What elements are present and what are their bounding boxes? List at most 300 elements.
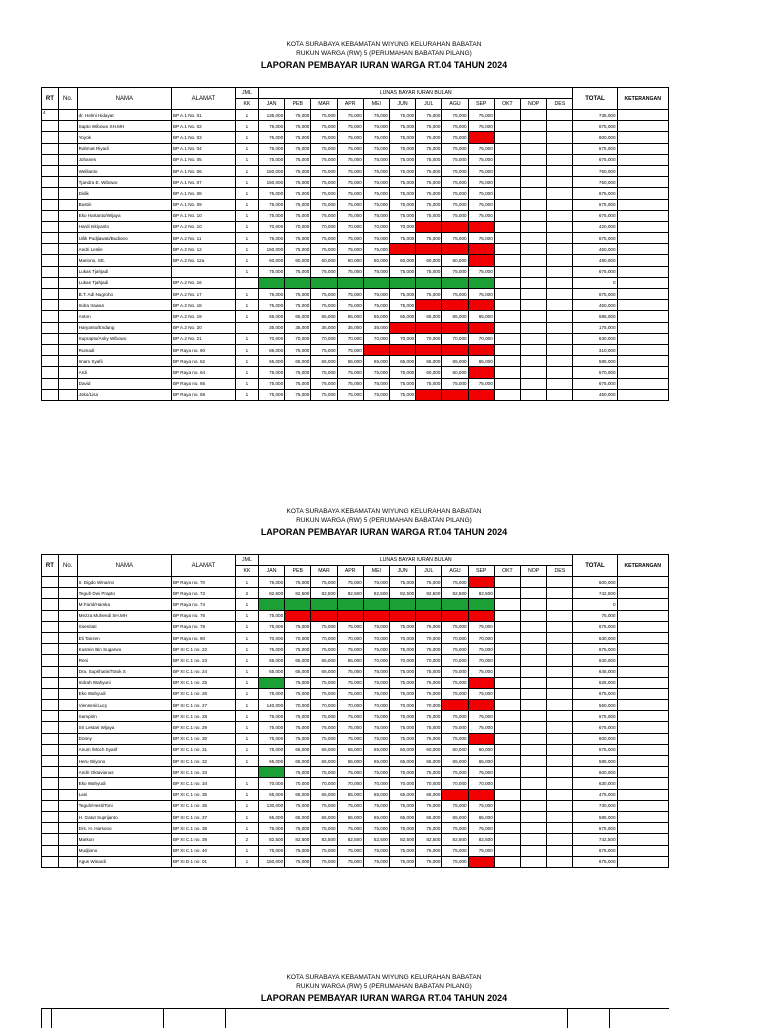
cell-nama: Heru Wiyono [77, 756, 171, 767]
cell-rt [42, 621, 59, 632]
cell-total: 675,000 [573, 143, 617, 154]
cell-kk: 1 [235, 621, 258, 632]
cell-month-amount: 75,000 [311, 210, 337, 221]
cell-month-amount: 75,000 [311, 733, 337, 744]
cell-rt [42, 767, 59, 778]
cell-month-amount: 75,000 [416, 688, 442, 699]
table-row [42, 834, 669, 845]
cell-nama: Lukas Tjahjadi [77, 266, 171, 277]
cell-month-amount: 75,000 [389, 677, 415, 688]
cell-month-amount: 75,000 [389, 733, 415, 744]
cell-month-amount: 75,000 [442, 132, 468, 143]
cell-rt [42, 644, 59, 655]
cell-month-amount [547, 199, 573, 210]
cell-month-amount: 75,000 [389, 132, 415, 143]
cell-month-amount: 75,000 [389, 767, 415, 778]
cell-month-amount [494, 632, 520, 643]
cell-month-amount [521, 823, 547, 834]
cell-no [58, 255, 77, 266]
cell-month-amount: 60,000 [363, 255, 389, 266]
cell-keterangan [617, 165, 669, 176]
cell-no [58, 300, 77, 311]
table-row [42, 823, 669, 834]
cell-alamat: BP A.1 No. 05 [171, 154, 235, 165]
cell-month-amount: 75,000 [337, 677, 363, 688]
cell-month-amount [547, 733, 573, 744]
cell-month-amount: 75,000 [468, 199, 494, 210]
cell-keterangan [617, 277, 669, 288]
cell-month-unpaid [416, 389, 442, 400]
cell-month-amount: 75,000 [416, 378, 442, 389]
cell-month-amount: 75,000 [258, 210, 284, 221]
cell-month-amount [521, 733, 547, 744]
cell-month-amount: 75,000 [285, 110, 311, 121]
cell-month-exempt [311, 599, 337, 610]
cell-month-amount [521, 800, 547, 811]
table-row [42, 177, 669, 188]
cell-keterangan [617, 744, 669, 755]
cell-month-amount: 75,000 [285, 577, 311, 588]
cell-month-amount [494, 210, 520, 221]
cell-month-amount: 70,000 [442, 655, 468, 666]
cell-nama: Andri Leslie [77, 244, 171, 255]
cell-month-amount [547, 823, 573, 834]
cell-month-amount: 75,000 [311, 845, 337, 856]
cell-month-amount: 70,000 [311, 632, 337, 643]
cell-month-unpaid [442, 244, 468, 255]
cell-month-amount: 75,000 [337, 378, 363, 389]
cell-rt [42, 845, 59, 856]
cell-month-amount: 75,000 [311, 677, 337, 688]
cell-month-amount: 75,000 [363, 722, 389, 733]
cell-rt [42, 711, 59, 722]
cell-nama: Mezza Muhendi SH.MH [77, 610, 171, 621]
cell-nama: Eli Tanzen [77, 632, 171, 643]
cell-nama: Indrah Wahyuni [77, 677, 171, 688]
cell-nama: Indra Irawan [77, 300, 171, 311]
cell-month-amount: 75,000 [468, 165, 494, 176]
cell-month-unpaid [468, 610, 494, 621]
cell-month-amount [521, 266, 547, 277]
cell-month-amount: 82,500 [337, 588, 363, 599]
col-header-month: SEP [468, 99, 494, 110]
cell-month-exempt [416, 599, 442, 610]
cell-keterangan [617, 688, 669, 699]
table-row [42, 389, 669, 400]
cell-month-amount: 75,000 [311, 132, 337, 143]
cell-month-amount: 65,000 [311, 311, 337, 322]
cell-month-exempt [389, 277, 415, 288]
cell-month-unpaid [468, 389, 494, 400]
table-row [42, 210, 669, 221]
table-row [42, 378, 669, 389]
cell-month-amount: 65,000 [416, 789, 442, 800]
cell-kk: 1 [235, 845, 258, 856]
cell-month-amount: 75,000 [337, 722, 363, 733]
cell-month-amount: 75,000 [442, 621, 468, 632]
cell-month-amount: 75,000 [258, 711, 284, 722]
cell-month-amount [547, 367, 573, 378]
cell-month-unpaid [311, 610, 337, 621]
cell-month-amount [494, 266, 520, 277]
table-row [42, 811, 669, 822]
cell-alamat: BP XI C.1 no. 40 [171, 845, 235, 856]
cell-rt [42, 688, 59, 699]
cell-total: 675,000 [573, 121, 617, 132]
cell-month-amount [547, 811, 573, 822]
cell-month-amount [521, 677, 547, 688]
cell-keterangan [617, 266, 669, 277]
cell-keterangan [617, 789, 669, 800]
cell-kk: 1 [235, 688, 258, 699]
cell-month-amount: 75,000 [258, 188, 284, 199]
cell-nama: David [77, 378, 171, 389]
cell-month-amount: 82,500 [389, 834, 415, 845]
cell-month-amount [494, 221, 520, 232]
cell-alamat: BP Raya no. 64 [171, 367, 235, 378]
cell-rt [42, 244, 59, 255]
cell-month-amount [521, 789, 547, 800]
cell-month-amount: 75,000 [416, 132, 442, 143]
cell-alamat: BP A.2 No. 12a [171, 255, 235, 266]
cell-month-amount: 75,000 [363, 688, 389, 699]
cell-total: 675,000 [573, 823, 617, 834]
cell-total: 420,000 [573, 221, 617, 232]
cell-month-amount: 75,000 [389, 800, 415, 811]
cell-kk: 1 [235, 367, 258, 378]
cell-month-amount: 65,000 [311, 356, 337, 367]
cell-month-amount [521, 210, 547, 221]
cell-alamat: BP A.1 No. 10 [171, 210, 235, 221]
col-header-month: OKT [494, 99, 520, 110]
cell-nama: Mudjiono [77, 845, 171, 856]
cell-kk: 1 [235, 610, 258, 621]
cell-month-amount [521, 688, 547, 699]
cell-month-amount: 65,000 [285, 655, 311, 666]
cell-month-amount: 65,000 [416, 311, 442, 322]
cell-month-amount [547, 300, 573, 311]
cell-month-amount: 70,000 [285, 333, 311, 344]
col-header-total: TOTAL [573, 88, 617, 110]
cell-month-amount: 75,000 [442, 856, 468, 867]
cell-month-unpaid [442, 610, 468, 621]
cell-month-amount: 75,000 [363, 289, 389, 300]
cell-month-amount: 70,000 [285, 778, 311, 789]
table-body [42, 577, 669, 868]
cell-month-amount: 75,000 [468, 722, 494, 733]
cell-no [58, 356, 77, 367]
cell-month-amount: 75,000 [442, 210, 468, 221]
cell-month-amount [547, 289, 573, 300]
cell-month-exempt [258, 677, 284, 688]
cell-month-amount: 75,000 [468, 210, 494, 221]
cell-month-amount: 75,000 [389, 188, 415, 199]
table-row [42, 789, 669, 800]
cell-month-exempt [258, 599, 284, 610]
cell-month-amount: 70,000 [285, 700, 311, 711]
cell-month-amount: 82,500 [468, 834, 494, 845]
cell-kk: 1 [235, 244, 258, 255]
cell-month-amount: 75,000 [442, 800, 468, 811]
cell-month-amount: 75,000 [337, 300, 363, 311]
cell-month-unpaid [442, 322, 468, 333]
cell-month-amount: 75,000 [389, 110, 415, 121]
cell-month-amount: 75,000 [442, 823, 468, 834]
cell-month-amount: 75,000 [363, 845, 389, 856]
table-row [42, 610, 669, 621]
col-header-month: AGU [442, 566, 468, 577]
cell-month-amount: 75,000 [416, 154, 442, 165]
cell-no [58, 632, 77, 643]
cell-nama: Eko Hartanto/Wijaya [77, 210, 171, 221]
cell-nama: Rahmat Riyadi [77, 143, 171, 154]
cell-alamat: BP Raya no. 78 [171, 621, 235, 632]
cell-total: 630,000 [573, 655, 617, 666]
cell-month-amount: 65,000 [258, 811, 284, 822]
cell-total: 675,000 [573, 722, 617, 733]
report-page-3 [0, 973, 768, 1004]
cell-month-amount: 75,000 [337, 823, 363, 834]
cell-month-amount: 75,000 [258, 688, 284, 699]
cell-month-amount: 75,000 [363, 856, 389, 867]
cell-month-amount: 70,000 [258, 221, 284, 232]
cell-month-amount: 82,500 [389, 588, 415, 599]
cell-month-amount: 150,000 [258, 177, 284, 188]
cell-month-amount: 75,000 [285, 733, 311, 744]
cell-alamat: BP XI C.1 no. 29 [171, 722, 235, 733]
cell-keterangan [617, 778, 669, 789]
cell-kk: 1 [235, 856, 258, 867]
cell-month-amount: 75,000 [363, 110, 389, 121]
table-row [42, 188, 669, 199]
cell-month-amount: 70,000 [311, 700, 337, 711]
cell-month-amount: 75,000 [258, 143, 284, 154]
cell-keterangan [617, 143, 669, 154]
cell-no [58, 199, 77, 210]
cell-month-amount [494, 344, 520, 355]
cell-month-amount [547, 599, 573, 610]
cell-nama: Eko Wahyudi [77, 778, 171, 789]
cell-nama: B.T. Adi Nugroho [77, 289, 171, 300]
cell-total: 630,000 [573, 333, 617, 344]
cell-month-amount: 75,000 [311, 856, 337, 867]
cell-month-amount: 75,000 [363, 767, 389, 778]
cell-month-amount: 75,000 [258, 577, 284, 588]
cell-month-amount: 70,000 [363, 333, 389, 344]
cell-month-amount: 75,000 [416, 210, 442, 221]
cell-kk: 1 [235, 221, 258, 232]
cell-month-amount: 75,000 [416, 266, 442, 277]
cell-month-exempt [285, 277, 311, 288]
cell-month-unpaid [337, 610, 363, 621]
cell-month-amount [494, 188, 520, 199]
cell-total: 0 [573, 599, 617, 610]
cell-month-amount [494, 277, 520, 288]
cell-month-amount: 65,000 [311, 655, 337, 666]
cell-month-amount: 75,000 [285, 823, 311, 834]
cell-month-amount: 35,000 [258, 322, 284, 333]
cell-no [58, 588, 77, 599]
cell-month-amount: 75,000 [389, 154, 415, 165]
cell-kk: 1 [235, 356, 258, 367]
cell-month-amount: 75,000 [337, 666, 363, 677]
cell-no [58, 722, 77, 733]
cell-no [58, 700, 77, 711]
cell-nama: M.Farid/Hamka [77, 599, 171, 610]
cell-month-amount: 70,000 [442, 632, 468, 643]
cell-no [58, 378, 77, 389]
cell-month-unpaid [442, 221, 468, 232]
cell-no [58, 778, 77, 789]
cell-month-amount: 65,000 [311, 666, 337, 677]
cell-alamat: BP A.1 No. 07 [171, 177, 235, 188]
cell-no [58, 666, 77, 677]
cell-month-exempt [468, 277, 494, 288]
cell-month-amount: 75,000 [285, 300, 311, 311]
cell-month-amount: 75,000 [442, 666, 468, 677]
cell-alamat: BP Raya no. 66 [171, 378, 235, 389]
cell-month-amount: 75,000 [389, 621, 415, 632]
cell-total: 645,000 [573, 666, 617, 677]
cell-alamat: BP XI C.1 no. 24 [171, 666, 235, 677]
report-page-1 [0, 40, 768, 398]
cell-month-amount [547, 677, 573, 688]
cell-month-amount: 150,000 [258, 244, 284, 255]
cell-month-unpaid [363, 610, 389, 621]
cell-month-amount: 75,000 [389, 666, 415, 677]
cell-month-amount: 75,000 [442, 266, 468, 277]
cell-total: 675,000 [573, 266, 617, 277]
cell-nama: Yoyok [77, 132, 171, 143]
cell-month-amount: 75,000 [416, 621, 442, 632]
cell-alamat: BP A.1 No. 02 [171, 121, 235, 132]
cell-month-amount: 70,000 [363, 700, 389, 711]
cell-month-unpaid [389, 244, 415, 255]
cell-keterangan [617, 644, 669, 655]
cell-month-amount: 75,000 [285, 289, 311, 300]
cell-keterangan [617, 632, 669, 643]
cell-month-amount: 75,000 [389, 722, 415, 733]
cell-month-unpaid [416, 300, 442, 311]
cell-month-amount [521, 378, 547, 389]
cell-keterangan [617, 389, 669, 400]
table-row [42, 677, 669, 688]
cell-total: 600,000 [573, 132, 617, 143]
cell-keterangan [617, 300, 669, 311]
cell-month-amount: 75,000 [389, 378, 415, 389]
cell-month-amount: 70,000 [258, 632, 284, 643]
cell-month-amount: 70,000 [442, 778, 468, 789]
cell-month-amount: 75,000 [337, 132, 363, 143]
cell-rt [42, 577, 59, 588]
cell-month-amount: 75,000 [442, 577, 468, 588]
cell-month-amount [547, 722, 573, 733]
cell-no [58, 655, 77, 666]
cell-month-amount: 70,000 [416, 700, 442, 711]
cell-rt [42, 333, 59, 344]
cell-total: 675,000 [573, 711, 617, 722]
cell-month-amount: 75,000 [389, 856, 415, 867]
cell-month-amount: 75,000 [389, 367, 415, 378]
header-line-city: KOTA SURABAYA KEBAMATAN WIYUNG KELURAHAN BABATAN [286, 974, 482, 981]
cell-month-amount: 75,000 [285, 177, 311, 188]
cell-month-unpaid [468, 244, 494, 255]
cell-month-amount: 65,000 [337, 311, 363, 322]
cell-kk: 1 [235, 599, 258, 610]
cell-month-amount: 70,000 [468, 333, 494, 344]
cell-kk: 1 [235, 165, 258, 176]
cell-month-amount: 75,000 [337, 143, 363, 154]
cell-no [58, 577, 77, 588]
cell-month-exempt [416, 277, 442, 288]
col-header-kk: KK [235, 99, 258, 110]
cell-month-amount: 75,000 [363, 199, 389, 210]
cell-month-amount [494, 621, 520, 632]
cell-month-amount: 75,000 [258, 367, 284, 378]
cell-nama: Lani [77, 789, 171, 800]
cell-total: 750,000 [573, 177, 617, 188]
cell-month-amount [521, 599, 547, 610]
cell-month-amount: 75,000 [389, 845, 415, 856]
cell-month-amount: 75,000 [285, 800, 311, 811]
cell-nama: Sampirin [77, 711, 171, 722]
cell-month-amount: 75,000 [337, 188, 363, 199]
cell-nama: dr. Helmi Hidayat [77, 110, 171, 121]
cell-month-amount: 75,000 [416, 577, 442, 588]
cell-month-amount: 75,000 [258, 722, 284, 733]
cell-month-amount: 75,000 [468, 154, 494, 165]
cell-month-amount [521, 644, 547, 655]
cell-month-amount [494, 744, 520, 755]
cell-month-amount: 65,000 [258, 789, 284, 800]
cell-alamat: BP A.1 No. 01 [171, 110, 235, 121]
col-header-rt: RT [42, 88, 59, 110]
cell-nama: Kusmin Bin Sugarwo [77, 644, 171, 655]
cell-keterangan [617, 367, 669, 378]
cell-month-amount: 75,000 [258, 199, 284, 210]
cell-nama: Wellianto [77, 165, 171, 176]
cell-month-exempt [363, 599, 389, 610]
cell-month-exempt [468, 599, 494, 610]
cell-month-amount [494, 177, 520, 188]
cell-month-amount: 75,000 [416, 823, 442, 834]
cell-month-unpaid [442, 344, 468, 355]
cell-total: 675,000 [573, 688, 617, 699]
cell-total: 480,000 [573, 255, 617, 266]
cell-month-amount: 75,000 [285, 344, 311, 355]
cell-month-amount [547, 244, 573, 255]
cell-month-amount [547, 154, 573, 165]
cell-month-amount: 75,000 [337, 177, 363, 188]
cell-kk: 1 [235, 756, 258, 767]
cell-month-amount: 60,000 [442, 367, 468, 378]
cell-month-amount: 75,000 [311, 177, 337, 188]
cell-kk: 1 [235, 300, 258, 311]
cell-alamat: BP XI D.1 no. 01 [171, 856, 235, 867]
cell-keterangan [617, 677, 669, 688]
col-header-jml: JML [235, 88, 258, 99]
cell-total: 675,000 [573, 644, 617, 655]
cell-month-amount: 75,000 [468, 644, 494, 655]
cell-keterangan [617, 199, 669, 210]
cell-nama: Reni [77, 655, 171, 666]
cell-month-exempt [258, 767, 284, 778]
cell-month-amount: 65,000 [363, 311, 389, 322]
cell-month-amount: 82,500 [442, 834, 468, 845]
cell-month-amount [494, 255, 520, 266]
col-header-lunas-bayar: LUNAS BAYAR IURAN BULAN [258, 88, 573, 99]
cell-month-amount: 75,000 [416, 722, 442, 733]
